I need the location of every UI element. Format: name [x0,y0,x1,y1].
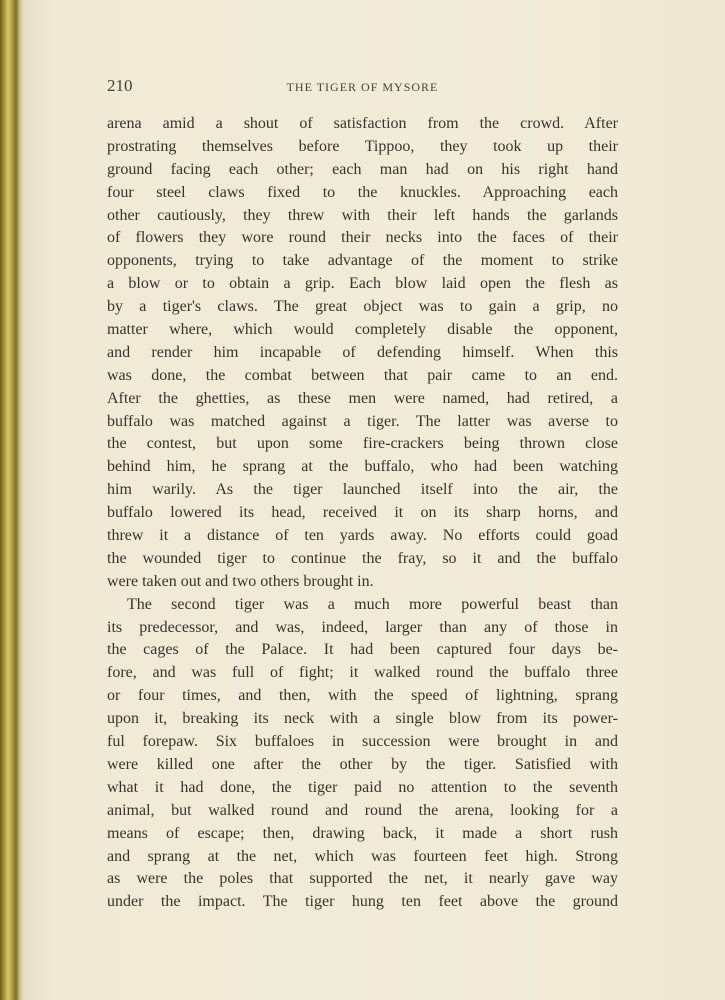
text-line: After the ghetties, as these men were named, had retired, a [107,389,618,407]
text-line: were taken out and two others brought in. [107,572,374,590]
body-text [107,113,618,914]
text-line: what it had done, the tiger paid no attention to the seventh [107,778,618,796]
running-title: THE TIGER OF MYSORE [286,80,439,94]
page-number: 210 [107,76,133,95]
text-line: as were the poles that supported the net, it nearly gave way [107,870,618,888]
text-line: and sprang at the net, which was fourteen feet high. Strong [107,847,618,865]
text-line: buffalo was matched against a tiger. The latter was averse to [107,412,618,430]
text-line: The second tiger was a much more powerful beast than [127,595,618,613]
text-line: or four times, and then, with the speed of lightning, sprang [107,687,618,705]
text-line: four steel claws fixed to the knuckles. Approaching each [107,183,618,201]
text-line: ful forepaw. Six buffaloes in succession were brought in and [107,733,618,751]
text-line: opponents, trying to take advantage of the moment to strike [107,252,618,270]
text-line: matter where, which would completely disable the opponent, [107,321,618,339]
text-line: him warily. As the tiger launched itself into the air, the [107,481,618,499]
text-line: arena amid a shout of satisfaction from the crowd. After [107,115,618,132]
text-line: animal, but walked round and round the arena, looking for a [107,801,618,819]
text-line: under the impact. The tiger hung ten feet above the ground [107,893,618,911]
text-line: of flowers they wore round their necks into the faces of their [107,229,618,247]
text-line: its predecessor, and was, indeed, larger than any of those in [107,618,618,636]
text-line: the wounded tiger to continue the fray, so it and the buffalo [107,549,618,567]
page-header [107,76,618,98]
text-line: a blow or to obtain a grip. Each blow laid open the flesh as [107,275,618,293]
text-line: the cages of the Palace. It had been captured four days be- [107,641,618,659]
text-line: the contest, but upon some fire-crackers being thrown close [107,435,618,453]
book-spine-edge [0,0,24,1000]
text-line: by a tiger's claws. The great object was to gain a grip, no [107,298,618,316]
text-line: ground facing each other; each man had on his right hand [107,160,618,178]
text-line: threw it a distance of ten yards away. No efforts could goad [107,527,618,545]
text-line: behind him, he sprang at the buffalo, who had been watching [107,458,618,476]
text-line: prostrating themselves before Tippoo, they took up their [107,137,618,155]
text-line: means of escape; then, drawing back, it made a short rush [107,824,618,842]
text-line: fore, and was full of fight; it walked round the buffalo three [107,664,618,682]
text-line: and render him incapable of defending himself. When this [107,343,618,361]
text-line: were killed one after the other by the tiger. Satisfied with [107,755,618,773]
text-line: upon it, breaking its neck with a single blow from its power- [107,710,618,728]
text-line: other cautiously, they threw with their left hands the garlands [107,206,618,224]
text-line: buffalo lowered its head, received it on its sharp horns, and [107,504,618,522]
text-line: was done, the combat between that pair came to an end. [107,366,618,384]
